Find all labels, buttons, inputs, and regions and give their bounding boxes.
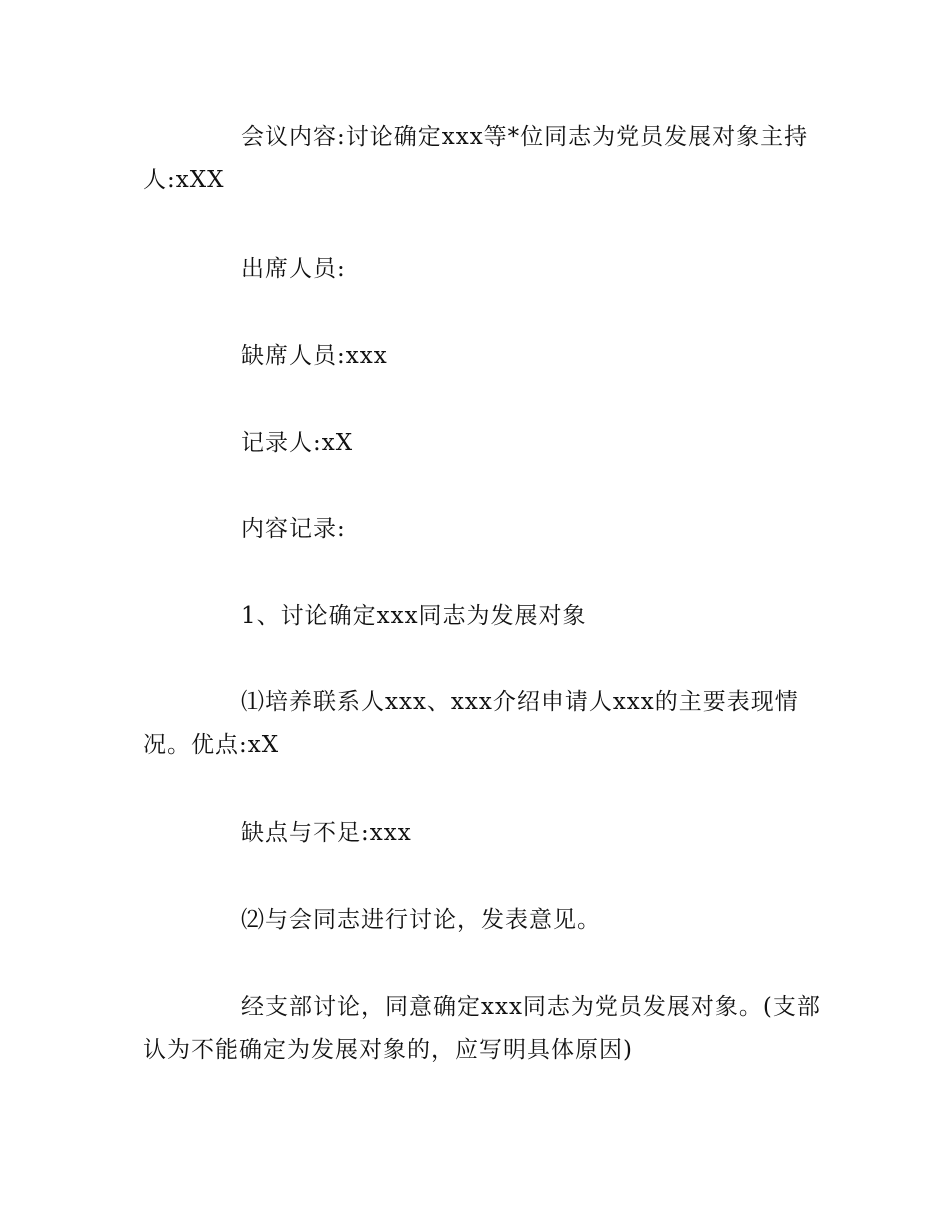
- item-1-heading: 1、讨论确定xxx同志为发展对象: [241, 603, 587, 629]
- content-record-heading: 内容记录:: [241, 516, 346, 542]
- sponsor-introduction-paragraph: ⑴培养联系人xxx、xxx介绍申请人xxx的主要表现情况。优点:xX: [143, 689, 799, 758]
- meeting-content-paragraph: 会议内容:讨论确定xxx等*位同志为党员发展对象主持人:xXX: [143, 124, 809, 193]
- attendees-paragraph: 出席人员:: [241, 256, 346, 282]
- conclusion-paragraph: 经支部讨论，同意确定xxx同志为党员发展对象。(支部认为不能确定为发展对象的，应写明具体原因): [143, 994, 821, 1063]
- recorder-paragraph: 记录人:xX: [241, 430, 354, 456]
- shortcomings-paragraph: 缺点与不足:xxx: [241, 820, 412, 846]
- discussion-paragraph: ⑵与会同志进行讨论，发表意见。: [241, 907, 601, 933]
- absentees-paragraph: 缺席人员:xxx: [241, 343, 388, 369]
